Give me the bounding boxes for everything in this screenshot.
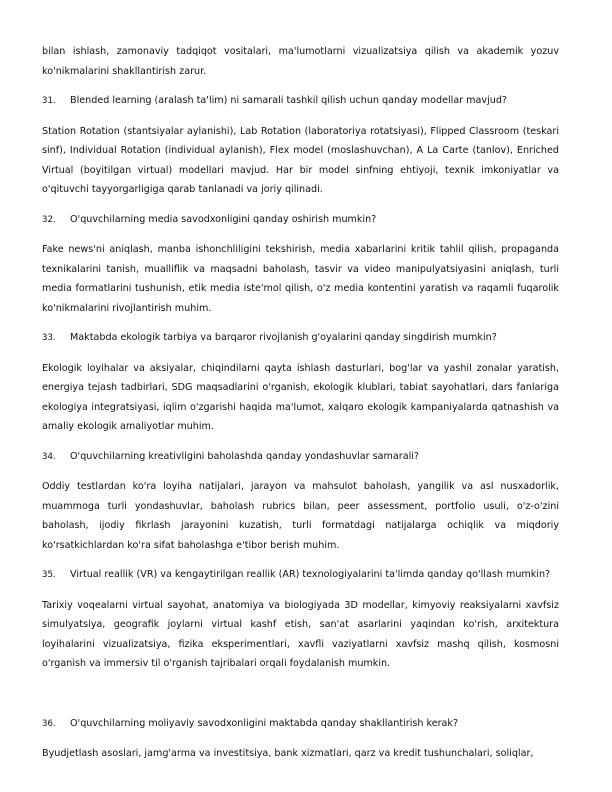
question-text: O'quvchilarning moliyaviy savodxonligini maktabda qanday shakllantirish kerak? — [70, 717, 459, 729]
question-number: 31. — [42, 96, 56, 106]
question-number: 34. — [42, 451, 56, 462]
answer-35: Tarixiy voqealarni virtual sayohat, anatomiya va biologiyada 3D modellar, kimyoviy reaksiyalarni xavfsiz simulyatsiya, geografik joylarni virtual kashf etish, san'at asarlarini yaqindan ko'rish, arxitektura loyihalarini vizualizatsiya, fizika eksperimentlari, xavfli vaziyatlarni xavfsiz mashq qilish, kosmosni o'rganish va immersiv til o'rganish tajribalari orqali foydalanish mumkin. — [42, 599, 559, 669]
question-34 — [42, 447, 559, 468]
answer-34: Oddiy testlardan ko'ra loyiha natijalari, jarayon va mahsulot baholash, yangilik va asl nusxadorlik, muammoga turli yondashuvlar, baholash rubrics bilan, peer assessment, portfolio usuli, o'z-o'zini baholash, ijodiy fikrlash jarayonini kuzatish, turli formatdagi natijalarga ochiqlik va miqdoriy ko'rsatkichlardan ko'ra sifat baholashga e'tibor berish muhim. — [42, 481, 559, 551]
question-32 — [42, 210, 559, 231]
question-number: 36. — [42, 718, 56, 729]
question-35 — [42, 565, 559, 586]
answer-36: Byudjetlash asoslari, jamg'arma va investitsiya, bank xizmatlari, qarz va kredit tushunchalari, soliqlar, — [42, 748, 534, 759]
question-text: Blended learning (aralash ta'lim) ni samarali tashkil qilish uchun qanday modellar mavjud? — [70, 95, 508, 106]
section-spacer — [42, 684, 559, 714]
answer-32: Fake news'ni aniqlash, manba ishonchliligini tekshirish, media xabarlarini kritik tahlil qilish, propaganda texnikalarini tanish, mualliflik va maqsadni baholash, tasvir va video manipulyatsiyasini aniqlash, turli media formatlarini tushunish, etik media iste'mol qilish, o'z media kontentini yaratish va raqamli fuqarolik ko'nikmalarini rivojlantirish muhim. — [42, 244, 559, 314]
paragraph: bilan ishlash, zamonaviy tadqiqot vositalari, ma'lumotlarni vizualizatsiya qilish va akademik yozuv ko'nikmalarini shakllantirish zarur. — [42, 46, 559, 77]
question-number: 32. — [42, 214, 56, 225]
answer-31: Station Rotation (stantsiyalar aylanishi), Lab Rotation (laboratoriya rotatsiyasi), Flipped Classroom (teskari sinf), Individual Rotation (individual aylanish), Flex model (moslashuvchan), A La Carte (tanlov), Enriched Virtual (boyitilgan virtual) modellari mavjud. Har bir model sinfning ehtiyoji, texnik imkoniyatlar va o'qituvchi tayyorgarligiga qarab tanlanadi va joriy qilinadi. — [42, 125, 559, 195]
answer-33: Ekologik loyihalar va aksiyalar, chiqindilarni qayta ishlash dasturlari, bog'lar va yashil zonalar yaratish, energiya tejash tadbirlari, SDG maqsadlarini o'rganish, ekologik klublari, tabiat sayohatlari, dars fanlariga ekologiya integratsiyasi, iqlim o'zgarishi haqida ma'lumot, xalqaro ekologik kampaniyalarda qatnashish va amaliy ekologik amaliyotlar muhim. — [42, 362, 559, 432]
question-text: Virtual reallik (VR) va kengaytirilgan reallik (AR) texnologiyalarini ta'limda qanday qo'llash mumkin? — [70, 569, 551, 580]
document-page — [42, 42, 559, 774]
question-text: O'quvchilarning kreativligini baholashda qanday yondashuvlar samarali? — [70, 450, 420, 462]
question-text: Maktabda ekologik tarbiya va barqaror rivojlanish g'oyalarini qanday singdirish mumkin? — [70, 332, 497, 343]
question-31 — [42, 91, 559, 112]
question-text: O'quvchilarning media savodxonligini qanday oshirish mumkin? — [70, 213, 377, 225]
question-36 — [42, 714, 559, 735]
question-number: 35. — [42, 570, 56, 580]
question-number: 33. — [42, 333, 56, 343]
question-33 — [42, 328, 559, 349]
